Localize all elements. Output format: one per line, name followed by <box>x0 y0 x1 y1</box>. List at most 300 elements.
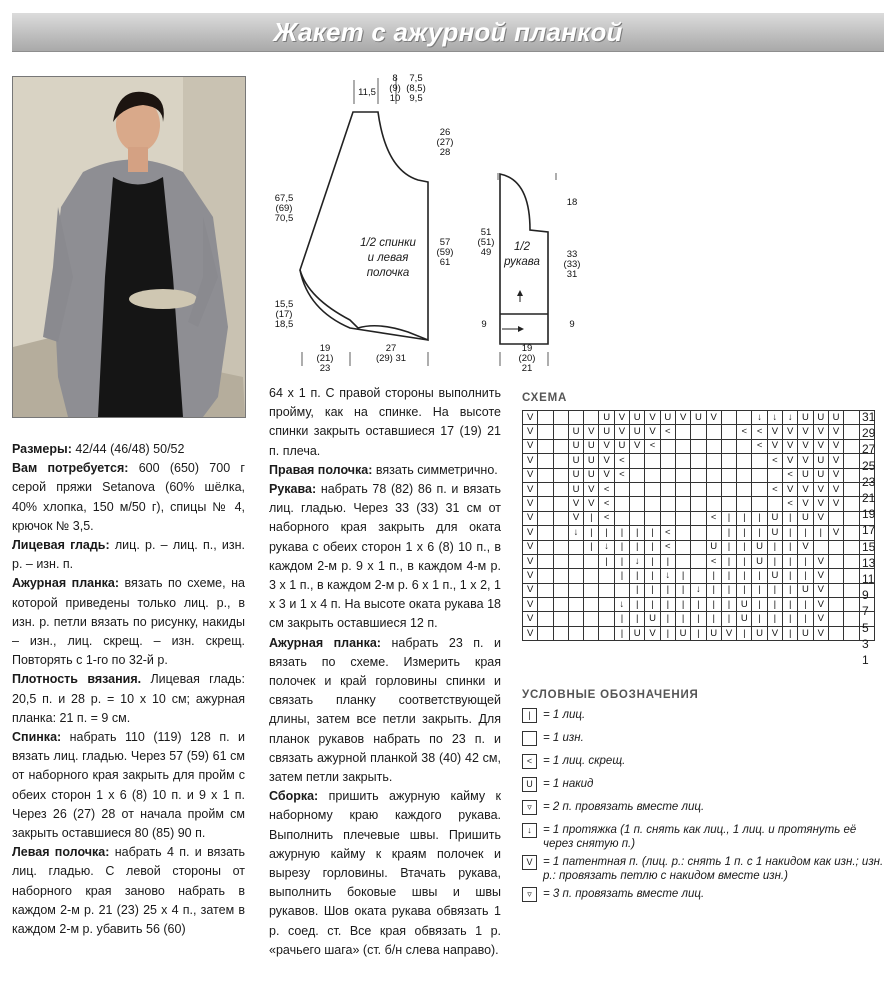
chart-cell-knit: | <box>721 569 736 583</box>
chart-cell-knit: | <box>752 612 767 626</box>
chart-cell-patent: V <box>645 425 660 439</box>
chart-cell-knit: | <box>798 554 813 568</box>
chart-cell-purl <box>737 411 752 425</box>
chart-cell-knit: | <box>645 554 660 568</box>
chart-cell-knit: | <box>752 511 767 525</box>
chart-cell-yarn-over: U <box>798 626 813 640</box>
chart-cell-decrease: ↓ <box>767 411 782 425</box>
chart-cell-patent: V <box>828 497 843 511</box>
chart-cell-knit: | <box>767 540 782 554</box>
chart-cell-knit: | <box>645 598 660 612</box>
chart-cell-purl <box>691 468 706 482</box>
chart-cell-purl <box>737 482 752 496</box>
chart-row-number: 19 <box>862 507 876 522</box>
chart-cell-purl <box>691 439 706 453</box>
legend-text: = 1 протяжка (1 п. снять как лиц., 1 лиц. и протянуть её через снятую п.) <box>543 824 857 850</box>
chart-cell-patent: V <box>798 482 813 496</box>
chart-cell-purl <box>721 411 736 425</box>
dim-bottom-right: 27 (29) 31 <box>375 343 407 364</box>
chart-cell-purl <box>660 468 675 482</box>
chart-cell-purl <box>675 482 690 496</box>
chart-cell-patent: V <box>828 454 843 468</box>
chart-cell-patent: V <box>523 554 538 568</box>
chart-cell-patent: V <box>783 425 798 439</box>
label-assembly: Сборка: <box>269 789 319 804</box>
chart-cell-yarn-over: U <box>645 612 660 626</box>
legend-text: = 1 изн. <box>543 732 584 744</box>
legend-text: = 3 п. провязать вместе лиц. <box>543 888 705 900</box>
chart-cell-knit: | <box>584 526 599 540</box>
chart-cell-twisted: < <box>614 454 629 468</box>
chart-cell-purl <box>553 612 568 626</box>
dim-body-height: 67,5 (69) 70,5 <box>274 193 294 224</box>
twisted-knit-icon: < <box>522 754 537 769</box>
chart-cell-patent: V <box>813 511 828 525</box>
dim-top-11-5: 11,5 <box>358 87 376 98</box>
chart-cell-knit: | <box>721 612 736 626</box>
title-banner <box>12 13 884 52</box>
dim-sleeve-side: 33 (33) 31 <box>563 249 581 280</box>
text-stockinette: лиц. р. – лиц. п., изн. р. – изн. п. <box>12 538 245 572</box>
label-sleeves: Рукава: <box>269 482 317 497</box>
chart-cell-yarn-over: U <box>798 583 813 597</box>
dim-bottom-left: 19 (21) 23 <box>316 343 334 374</box>
chart-cell-purl <box>538 540 553 554</box>
chart-cell-purl <box>844 439 859 453</box>
chart-row-number: 3 <box>862 636 869 651</box>
chart-cell-purl <box>660 511 675 525</box>
k3tog-icon: ▿ <box>522 887 537 902</box>
chart-cell-purl <box>538 482 553 496</box>
chart-cell-yarn-over: U <box>599 425 614 439</box>
chart-cell-purl <box>599 569 614 583</box>
chart-cell-purl <box>630 497 645 511</box>
chart-cell-knit: | <box>584 511 599 525</box>
chart-cell-knit: | <box>706 583 721 597</box>
chart-row-number: 13 <box>862 555 876 570</box>
chart-cell-purl <box>553 511 568 525</box>
chart-cell-purl <box>553 425 568 439</box>
chart-cell-knit: | <box>767 612 782 626</box>
chart-cell-purl <box>568 540 583 554</box>
chart-cell-purl <box>721 497 736 511</box>
legend-heading: УСЛОВНЫЕ ОБОЗНАЧЕНИЯ <box>522 689 699 701</box>
chart-cell-patent: V <box>599 468 614 482</box>
text-sleeves: набрать 78 (82) 86 п. и вязать лиц. гладью. Через 33 (33) 31 см от наборного края закрыть для оката рукава с обеих сторон 1 х 6 (8) 10 п., в каждом 2-м р. 9 х 1 п., в каждом 4-м р. 3 х 1 п., в каждом 2-м р. 6 х 1 п., 1 х 2, 1 х 3 и 1 х 4 п. На высоте оката рукава 18 см закрыть оставшиеся 12 п. <box>269 482 501 631</box>
chart-cell-purl <box>599 612 614 626</box>
chart-cell-knit: | <box>660 626 675 640</box>
label-sizes: Размеры: <box>12 442 72 456</box>
dim-sleeve-band-right: 9 <box>569 319 575 330</box>
chart-cell-purl <box>813 540 828 554</box>
chart-cell-knit: | <box>645 569 660 583</box>
chart-cell-patent: V <box>813 612 828 626</box>
chart-cell-purl <box>538 554 553 568</box>
label-right-front: Правая полочка: <box>269 462 373 477</box>
chart-cell-knit: | <box>614 569 629 583</box>
chart-cell-patent: V <box>798 540 813 554</box>
chart-cell-purl <box>828 511 843 525</box>
chart-cell-patent: V <box>828 468 843 482</box>
chart-cell-purl <box>584 411 599 425</box>
chart-cell-patent: V <box>783 439 798 453</box>
chart-cell-patent: V <box>568 497 583 511</box>
chart-cell-knit: | <box>721 511 736 525</box>
chart-row-numbers <box>862 409 890 668</box>
chart-cell-purl <box>675 554 690 568</box>
chart-cell-patent: V <box>523 612 538 626</box>
chart-cell-purl <box>553 454 568 468</box>
chart-cell-patent: V <box>813 554 828 568</box>
chart-cell-patent: V <box>645 626 660 640</box>
chart-row <box>523 411 875 425</box>
chart-cell-knit: | <box>767 598 782 612</box>
chart-row <box>523 540 875 554</box>
dim-sleeve-bottom: 19 (20) 21 <box>518 343 536 374</box>
legend-item <box>522 754 884 777</box>
chart-cell-knit: | <box>660 598 675 612</box>
chart-cell-purl <box>538 583 553 597</box>
chart-cell-yarn-over: U <box>675 626 690 640</box>
legend-item <box>522 823 884 855</box>
chart-cell-purl <box>568 554 583 568</box>
chart-cell-patent: V <box>630 439 645 453</box>
chart-row <box>523 554 875 568</box>
chart-cell-decrease: ↓ <box>783 411 798 425</box>
chart-cell-patent: V <box>828 425 843 439</box>
chart-cell-twisted: < <box>767 454 782 468</box>
chart-cell-yarn-over: U <box>568 425 583 439</box>
chart-cell-decrease: ↓ <box>568 526 583 540</box>
slip-decrease-icon: ↓ <box>522 823 537 838</box>
chart-cell-purl <box>538 411 553 425</box>
chart-cell-patent: V <box>813 425 828 439</box>
chart-row-number: 27 <box>862 442 876 457</box>
chart-cell-purl <box>553 497 568 511</box>
chart-cell-purl <box>828 569 843 583</box>
paragraph-assembly <box>269 787 501 960</box>
chart-cell-purl <box>584 598 599 612</box>
chart-cell-patent: V <box>523 598 538 612</box>
chart-cell-patent: V <box>645 411 660 425</box>
chart-cell-knit: | <box>630 583 645 597</box>
chart-cell-knit: | <box>752 526 767 540</box>
chart-cell-knit: | <box>721 540 736 554</box>
text-lace-band-2: набрать 23 п. и вязать по схеме. Измерить края полочек и край горловины спинки и связать планку соответствующей длины, затем все петли закрыть. Для планок рукавов набрать по 23 п. и связать ажурной планкой 38 (40) 42 см, затем петли закрыть. <box>269 635 501 785</box>
chart-cell-purl <box>630 511 645 525</box>
chart-cell-purl <box>568 583 583 597</box>
chart-cell-purl <box>767 497 782 511</box>
chart-cell-purl <box>660 439 675 453</box>
chart-cell-purl <box>645 468 660 482</box>
chart-cell-purl <box>538 454 553 468</box>
chart-row <box>523 612 875 626</box>
chart-row-number: 5 <box>862 620 869 635</box>
chart-cell-yarn-over: U <box>813 454 828 468</box>
chart-cell-purl <box>584 569 599 583</box>
text-lace-band: вязать по схеме, на которой приведены только лиц. р., в изн. р. петли вязать по рисунку, накиды – изн., лиц. скрещ. – изн. скрещ. Повторять с 1-го по 32-й р. <box>12 576 245 668</box>
chart-cell-purl <box>675 454 690 468</box>
chart-cell-knit: | <box>752 598 767 612</box>
chart-cell-knit: | <box>767 583 782 597</box>
yarn-over-icon: U <box>522 777 537 792</box>
chart-cell-twisted: < <box>645 439 660 453</box>
chart-cell-purl <box>828 626 843 640</box>
model-photo <box>12 76 246 418</box>
chart-cell-decrease: ↓ <box>614 598 629 612</box>
chart-cell-patent: V <box>584 497 599 511</box>
chart-cell-knit: | <box>691 612 706 626</box>
chart-cell-knit: | <box>721 598 736 612</box>
chart-cell-purl <box>538 425 553 439</box>
label-left-front: Левая полочка: <box>12 845 110 860</box>
chart-cell-purl <box>660 497 675 511</box>
chart-cell-purl <box>721 425 736 439</box>
chart-cell-yarn-over: U <box>599 411 614 425</box>
chart-cell-knit: | <box>706 598 721 612</box>
chart-cell-purl <box>706 454 721 468</box>
dim-sleeve-height: 51 (51) 49 <box>477 227 495 258</box>
chart-cell-purl <box>630 482 645 496</box>
chart-cell-knit: | <box>737 569 752 583</box>
chart-cell-yarn-over: U <box>706 626 721 640</box>
legend-item <box>522 800 884 823</box>
chart-cell-purl <box>691 497 706 511</box>
chart-cell-knit: | <box>584 540 599 554</box>
chart-cell-patent: V <box>523 411 538 425</box>
chart-cell-purl <box>614 583 629 597</box>
chart-cell-knit: | <box>798 598 813 612</box>
chart-cell-purl <box>721 439 736 453</box>
label-back: Спинка: <box>12 730 62 745</box>
chart-heading: СХЕМА <box>522 392 568 404</box>
chart-cell-patent: V <box>675 411 690 425</box>
chart-cell-patent: V <box>813 626 828 640</box>
chart-cell-knit: | <box>783 598 798 612</box>
chart-cell-purl <box>553 598 568 612</box>
chart-row <box>523 454 875 468</box>
chart-cell-patent: V <box>599 454 614 468</box>
pattern-schematic <box>268 70 598 380</box>
chart-cell-yarn-over: U <box>568 454 583 468</box>
chart-cell-purl <box>553 411 568 425</box>
chart-row-number: 11 <box>862 572 875 587</box>
chart-cell-twisted: < <box>752 439 767 453</box>
chart-cell-patent: V <box>767 439 782 453</box>
chart-cell-yarn-over: U <box>630 626 645 640</box>
chart-cell-knit: | <box>614 526 629 540</box>
chart-cell-purl <box>844 598 859 612</box>
chart-cell-knit: | <box>783 569 798 583</box>
legend-text: = 2 п. провязать вместе лиц. <box>543 801 705 813</box>
legend-text: = 1 накид <box>543 778 594 790</box>
chart-cell-patent: V <box>614 425 629 439</box>
chart-cell-purl <box>706 497 721 511</box>
chart-cell-purl <box>568 612 583 626</box>
chart-cell-knit: | <box>798 612 813 626</box>
purl-icon <box>522 731 537 746</box>
chart-cell-knit: | <box>691 598 706 612</box>
label-stockinette: Лицевая гладь: <box>12 538 110 553</box>
chart-cell-yarn-over: U <box>584 454 599 468</box>
paragraph-lace-band <box>12 574 245 670</box>
chart-cell-knit: | <box>752 583 767 597</box>
paragraph-materials <box>12 459 245 536</box>
chart-cell-knit: | <box>721 526 736 540</box>
chart-cell-knit: | <box>706 569 721 583</box>
chart-cell-purl <box>752 482 767 496</box>
chart-cell-knit: | <box>737 554 752 568</box>
chart-cell-knit: | <box>783 626 798 640</box>
chart-cell-yarn-over: U <box>798 511 813 525</box>
chart-cell-purl <box>538 569 553 583</box>
chart-cell-purl <box>553 626 568 640</box>
chart-cell-knit: | <box>783 526 798 540</box>
chart-cell-purl <box>844 626 859 640</box>
chart-cell-purl <box>538 439 553 453</box>
chart-cell-purl <box>844 497 859 511</box>
chart-cell-twisted: < <box>706 554 721 568</box>
chart-cell-purl <box>844 482 859 496</box>
chart-cell-purl <box>660 482 675 496</box>
chart-cell-patent: V <box>813 598 828 612</box>
chart-cell-yarn-over: U <box>798 468 813 482</box>
chart-row <box>523 569 875 583</box>
chart-cell-purl <box>691 526 706 540</box>
chart-row <box>523 583 875 597</box>
chart-cell-purl <box>614 497 629 511</box>
chart-cell-patent: V <box>599 439 614 453</box>
chart-cell-patent: V <box>523 468 538 482</box>
chart-row-number: 17 <box>862 523 876 538</box>
chart-cell-purl <box>844 583 859 597</box>
chart-cell-purl <box>844 454 859 468</box>
paragraph-lace-band-2 <box>269 634 501 788</box>
chart-cell-knit: | <box>783 511 798 525</box>
chart-cell-purl <box>538 526 553 540</box>
chart-cell-purl <box>691 554 706 568</box>
chart-cell-decrease: ↓ <box>599 540 614 554</box>
sleeve-arrow-up-head <box>517 290 523 296</box>
chart-cell-knit: | <box>767 554 782 568</box>
chart-cell-purl <box>844 612 859 626</box>
chart-cell-yarn-over: U <box>568 482 583 496</box>
chart-cell-twisted: < <box>752 425 767 439</box>
chart-cell-purl <box>599 583 614 597</box>
chart-cell-decrease: ↓ <box>752 411 767 425</box>
chart-cell-yarn-over: U <box>798 411 813 425</box>
chart-cell-patent: V <box>614 411 629 425</box>
chart-row <box>523 626 875 640</box>
chart-cell-knit: | <box>614 626 629 640</box>
chart-cell-purl <box>630 468 645 482</box>
dim-sleeve-cap: 18 <box>566 197 578 208</box>
chart-cell-knit: | <box>614 554 629 568</box>
chart-cell-purl <box>675 439 690 453</box>
chart-cell-purl <box>568 598 583 612</box>
legend-item <box>522 731 884 754</box>
chart-cell-yarn-over: U <box>614 439 629 453</box>
chart-cell-purl <box>721 454 736 468</box>
chart-cell-twisted: < <box>599 482 614 496</box>
paragraph-back <box>12 728 245 843</box>
chart-cell-twisted: < <box>767 482 782 496</box>
chart-cell-twisted: < <box>660 425 675 439</box>
chart-cell-purl <box>660 454 675 468</box>
label-lace-band: Ажурная планка: <box>12 576 120 591</box>
chart-cell-knit: | <box>783 540 798 554</box>
chart-cell-purl <box>675 468 690 482</box>
chart-cell-purl <box>645 454 660 468</box>
chart-cell-purl <box>614 511 629 525</box>
chart-row <box>523 439 875 453</box>
paragraph-left-front <box>12 843 245 939</box>
chart-cell-knit: | <box>675 583 690 597</box>
chart-cell-patent: V <box>523 540 538 554</box>
chart-cell-yarn-over: U <box>752 626 767 640</box>
chart-cell-patent: V <box>798 497 813 511</box>
chart-cell-yarn-over: U <box>767 526 782 540</box>
page-title: Жакет с ажурной планкой <box>273 17 623 47</box>
chart-cell-purl <box>630 454 645 468</box>
chart-cell-patent: V <box>798 425 813 439</box>
chart-cell-twisted: < <box>614 468 629 482</box>
chart-cell-purl <box>737 454 752 468</box>
chart-cell-knit: | <box>645 583 660 597</box>
chart-cell-twisted: < <box>660 526 675 540</box>
chart-cell-knit: | <box>798 569 813 583</box>
chart-cell-purl <box>844 511 859 525</box>
text-materials: 600 (650) 700 г серой пряжи Setanova (60% шёлка, 40% хлопка, 150 м/50 г), спицы № 4, крючок № 3,5. <box>12 461 245 533</box>
chart-cell-knit: | <box>630 598 645 612</box>
chart-cell-knit: | <box>630 569 645 583</box>
chart-cell-yarn-over: U <box>737 598 752 612</box>
chart-cell-knit: | <box>721 554 736 568</box>
chart-cell-patent: V <box>767 626 782 640</box>
chart-row-number: 15 <box>862 539 876 554</box>
chart-cell-knit: | <box>630 526 645 540</box>
chart-cell-twisted: < <box>783 497 798 511</box>
chart-cell-purl <box>706 526 721 540</box>
chart-cell-purl <box>584 612 599 626</box>
chart-cell-yarn-over: U <box>813 468 828 482</box>
paragraph-gauge <box>12 670 245 728</box>
legend-item <box>522 777 884 800</box>
chart-cell-purl <box>584 583 599 597</box>
paragraph-sizes <box>12 440 245 459</box>
chart-cell-purl <box>584 626 599 640</box>
chart-cell-knit: | <box>813 526 828 540</box>
k2tog-icon: ▿ <box>522 800 537 815</box>
chart-cell-purl <box>645 482 660 496</box>
chart-cell-knit: | <box>737 540 752 554</box>
chart-cell-purl <box>553 482 568 496</box>
chart-cell-yarn-over: U <box>584 439 599 453</box>
chart-cell-purl <box>675 526 690 540</box>
dim-armhole: 26 (27) 28 <box>436 127 454 158</box>
chart-cell-purl <box>737 439 752 453</box>
chart-cell-purl <box>706 468 721 482</box>
chart-cell-knit: | <box>645 540 660 554</box>
chart-cell-purl <box>828 540 843 554</box>
chart-cell-purl <box>538 511 553 525</box>
chart-cell-purl <box>553 468 568 482</box>
chart-cell-knit: | <box>599 526 614 540</box>
chart-cell-patent: V <box>523 497 538 511</box>
chart-cell-yarn-over: U <box>767 569 782 583</box>
chart-cell-patent: V <box>783 482 798 496</box>
chart-row-number: 29 <box>862 426 876 441</box>
